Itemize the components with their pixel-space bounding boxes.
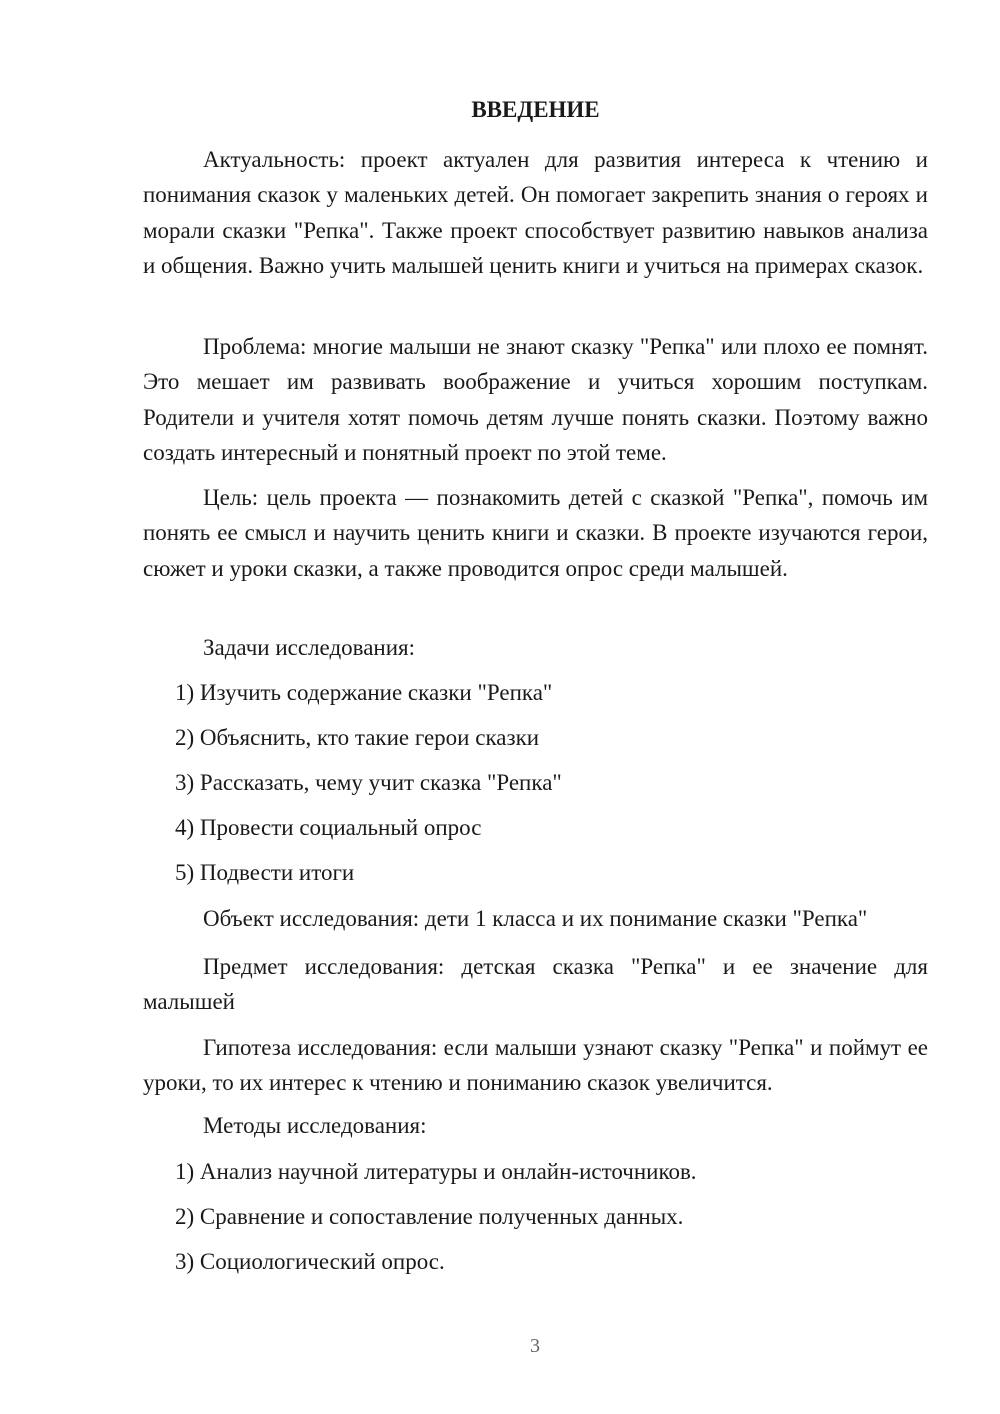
task-item-3: 3) Рассказать, чему учит сказка "Репка" — [175, 770, 562, 795]
hypothesis-paragraph: Гипотеза исследования: если малыши узнают сказку "Репка" и поймут ее уроки, то их интерес к чтению и пониманию сказок увеличится. — [143, 1035, 928, 1096]
subject-paragraph: Предмет исследования: детская сказка "Репка" и ее значение для малышей — [143, 954, 928, 1015]
task-item-4: 4) Провести социальный опрос — [175, 815, 482, 840]
object-line: Объект исследования: дети 1 класса и их понимание сказки "Репка" — [203, 906, 868, 931]
method-item-2: 2) Сравнение и сопоставление полученных данных. — [175, 1204, 684, 1229]
method-item-3: 3) Социологический опрос. — [175, 1249, 445, 1274]
section-heading: ВВЕДЕНИЕ — [471, 97, 600, 122]
page-number: 3 — [530, 1335, 540, 1357]
goal-paragraph: Цель: цель проекта — познакомить детей с сказкой "Репка", помочь им понять ее смысл и научить ценить книги и сказки. В проекте изучаются герои, сюжет и уроки сказки, а также проводится опрос среди малышей. — [143, 485, 928, 581]
problem-paragraph: Проблема: многие малыши не знают сказку "Репка" или плохо ее помнят. Это мешает им развивать воображение и учиться хорошим поступкам. Родители и учителя хотят помочь детям лучше понять сказки. Поэтому важно создать интересный и понятный проект по этой теме. — [143, 334, 928, 466]
task-item-2: 2) Объяснить, кто такие герои сказки — [175, 725, 540, 750]
task-item-5: 5) Подвести итоги — [175, 860, 355, 885]
tasks-title: Задачи исследования: — [203, 635, 416, 660]
relevance-paragraph: Актуальность: проект актуален для развития интереса к чтению и понимания сказок у маленьких детей. Он помогает закрепить знания о героях и морали сказки "Репка". Также проект способствует развитию навыков анализа и общения. Важно учить малышей ценить книги и учиться на примерах сказок. — [143, 147, 928, 279]
task-item-1: 1) Изучить содержание сказки "Репка" — [175, 680, 553, 705]
method-item-1: 1) Анализ научной литературы и онлайн-источников. — [175, 1159, 697, 1184]
methods-title: Методы исследования: — [203, 1113, 427, 1138]
